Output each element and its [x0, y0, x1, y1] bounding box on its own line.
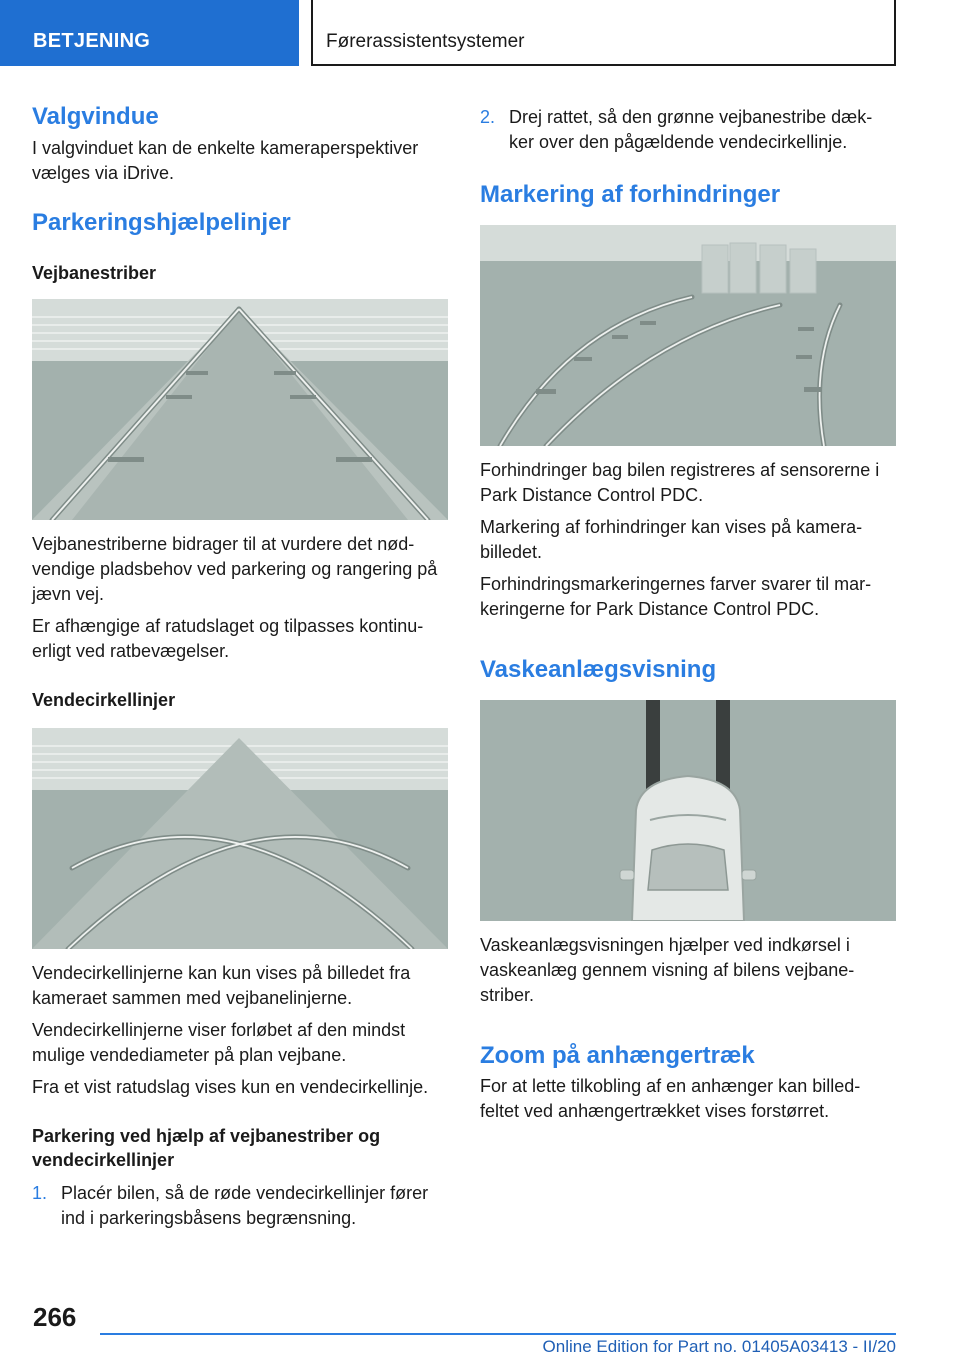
step-1-text: Placér bilen, så de røde vendecirkellinjer fører ind i parkeringsbåsens begrænsning.	[61, 1182, 429, 1228]
chapter-header	[311, 0, 896, 66]
edition-text: Online Edition for Part no. 01405A03413 - II/20	[542, 1337, 896, 1356]
text-vendecirkel-2: Vendecirkellinjerne viser forløbet af den mindst mulige vendediameter på plan vejbane.	[32, 1020, 406, 1066]
step-1	[32, 1181, 450, 1231]
heading-vaskeanlaeg: Vaskeanlægsvisning	[480, 655, 717, 683]
step-2-text: Drej rattet, så den grønne vejbanestribe dæk-ker over den pågældende vendecirkellinje.	[509, 107, 873, 152]
heading-parkering-hjaelp: Parkering ved hjælp af vejbanestriber og vendecirkellinjer	[32, 1126, 381, 1171]
left-column	[32, 100, 450, 1231]
heading-parkeringshjaelpelinjer: Parkeringshjælpelinjer	[32, 208, 291, 236]
page-number: 266	[33, 1302, 77, 1332]
section-tab	[0, 0, 299, 66]
text-vendecirkel-1: Vendecirkellinjerne kan kun vises på billedet fra kameraet sammen med vejbanelinjerne.	[32, 963, 411, 1009]
text-vaskeanlaeg-1: Vaskeanlægsvisningen hjælper ved indkørsel i vaskeanlæg gennem visning af bilens vejbane-striber.	[480, 934, 855, 1005]
heading-vendecirkellinjer: Vendecirkellinjer	[32, 689, 176, 710]
turning-circle-figure	[32, 728, 448, 949]
obstacle-marking-figure	[480, 225, 896, 446]
chapter-title: Førerassistentsystemer	[326, 31, 525, 52]
text-vendecirkel-3: Fra et vist ratudslag vises kun en vendecirkellinje.	[32, 1077, 429, 1098]
text-vejbanestriber-2: Er afhængige af ratudslaget og tilpasses kontinu-erligt ved ratbevægelser.	[32, 615, 424, 661]
step-2	[480, 105, 896, 155]
heading-zoom: Zoom på anhængertræk	[480, 1041, 755, 1069]
step-1-number: 1.	[32, 1182, 48, 1203]
text-markering-2: Markering af forhindringer kan vises på kamera-billedet.	[480, 516, 863, 562]
right-column	[480, 100, 896, 1124]
text-zoom-1: For at lette tilkobling af en anhænger kan billed-feltet ved anhængertrækket vises forstørret.	[480, 1076, 861, 1122]
heading-valgvindue: Valgvindue	[32, 103, 159, 130]
text-valgvindue: I valgvinduet kan de enkelte kameraperspektiver vælges via iDrive.	[32, 137, 419, 183]
car-wash-figure	[480, 700, 896, 921]
text-markering-3: Forhindringsmarkeringernes farver svarer til mar-keringerne for Park Distance Control PDC.	[480, 573, 872, 619]
heading-markering: Markering af forhindringer	[480, 181, 781, 208]
step-2-number: 2.	[480, 107, 496, 127]
section-title: BETJENING	[33, 30, 151, 52]
heading-vejbanestriber: Vejbanestriber	[32, 262, 157, 283]
lane-lines-figure	[32, 299, 448, 520]
text-markering-1: Forhindringer bag bilen registreres af sensorerne i Park Distance Control PDC.	[480, 459, 880, 505]
footer-rule	[100, 1333, 896, 1335]
text-vejbanestriber-1: Vejbanestriberne bidrager til at vurdere det nød-vendige pladsbehov ved parkering og rangering på jævn vej.	[32, 533, 438, 604]
